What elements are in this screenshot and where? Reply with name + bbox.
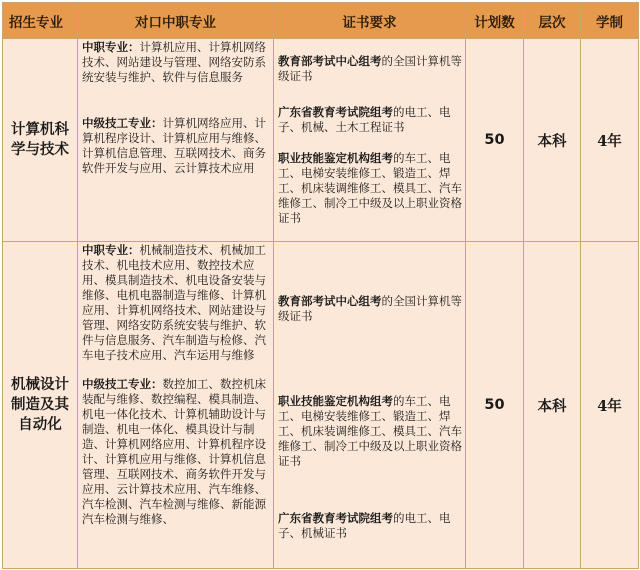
header-level: 层次 [524,3,581,39]
certificate-block [278,394,462,469]
vocational-label: 中级技工专业： [82,377,163,391]
plan-count: 50 [466,242,524,569]
certificate-block [278,105,462,135]
vocational-text: 计算机应用、计算机网络技术、网站建设与管理、网络安防系统安装与维护、软件与信息服务 [82,40,266,84]
header-plan: 计划数 [466,3,524,39]
certificate-org: 广东省教育考试院组考 [278,511,393,525]
header-vocational: 对口中职专业 [78,3,274,39]
certificate-text: 的车工、电工、电梯安装维修工、锻造工、焊工、机床装调维修工、模具工、汽车维修工、制冷工中级及以上职业资格证书 [278,394,462,468]
certificate-text: 的全国计算机等级证书 [278,294,462,323]
duration: 4年 [581,242,639,569]
vocational-text: 机械制造技术、机械加工技术、机电技术应用、数控技术应用、模具制造技术、机电设备安装与维修、电机电器制造与维修、计算机应用、计算机网络技术、网站建设与管理、网络安防系统安装与维护、软件与信息服务、汽车制造与检修、汽车电子技术应用、汽车运用与维修 [82,243,266,362]
certificate-text: 的电工、电子、机械证书 [278,511,451,540]
vocational-label: 中职专业： [82,243,140,257]
header-certificate: 证书要求 [274,3,466,39]
enrollment-table [2,2,639,569]
major-name: 机械设计制造及其自动化 [3,242,78,569]
certificate-org: 职业技能鉴定机构组考 [278,394,393,408]
vocational-block [82,116,270,176]
certificate-text: 的电工、电子、机械、土木工程证书 [278,105,451,134]
vocational-label: 中级技工专业： [82,116,163,130]
certificate-org: 广东省教育考试院组考 [278,105,393,119]
certificate-org: 职业技能鉴定机构组考 [278,151,393,165]
vocational-block [82,377,270,527]
certificate-org: 教育部考试中心组考 [278,54,382,68]
table-row [3,242,639,569]
level: 本科 [524,39,581,242]
vocational-block [82,243,270,363]
table-row [3,39,639,242]
certificate-cell [274,39,466,242]
vocational-cell [78,242,274,569]
certificate-org: 教育部考试中心组考 [278,294,382,308]
header-duration: 学制 [581,3,639,39]
vocational-text: 计算机网络应用、计算机程序设计、计算机应用与维修、计算机信息管理、互联网技术、商务软件开发与应用、云计算技术应用 [82,116,266,175]
vocational-label: 中职专业： [82,40,140,54]
certificate-block [278,151,462,226]
certificate-text: 的全国计算机等级证书 [278,54,462,83]
certificate-block [278,511,462,541]
certificate-cell [274,242,466,569]
duration: 4年 [581,39,639,242]
certificate-text: 的车工、电工、电梯安装维修工、锻造工、焊工、机床装调维修工、模具工、汽车维修工、制冷工中级及以上职业资格证书 [278,151,462,225]
certificate-block [278,294,462,324]
vocational-block [82,40,270,85]
vocational-text: 数控加工、数控机床装配与维修、数控编程、模具制造、机电一体化技术、计算机辅助设计与制造、机电一体化、模具设计与制造、计算机网络应用、计算机程序设计、计算机应用与维修、计算机信息管理、互联网技术、商务软件开发与应用、云计算技术应用、汽车维修、汽车检测、汽车检测与维修、新能源汽车检测与维修、 [82,377,266,526]
plan-count: 50 [466,39,524,242]
certificate-block [278,54,462,84]
vocational-cell [78,39,274,242]
major-name: 计算机科学与技术 [3,39,78,242]
header-major: 招生专业 [3,3,78,39]
header-row [3,3,639,39]
level: 本科 [524,242,581,569]
